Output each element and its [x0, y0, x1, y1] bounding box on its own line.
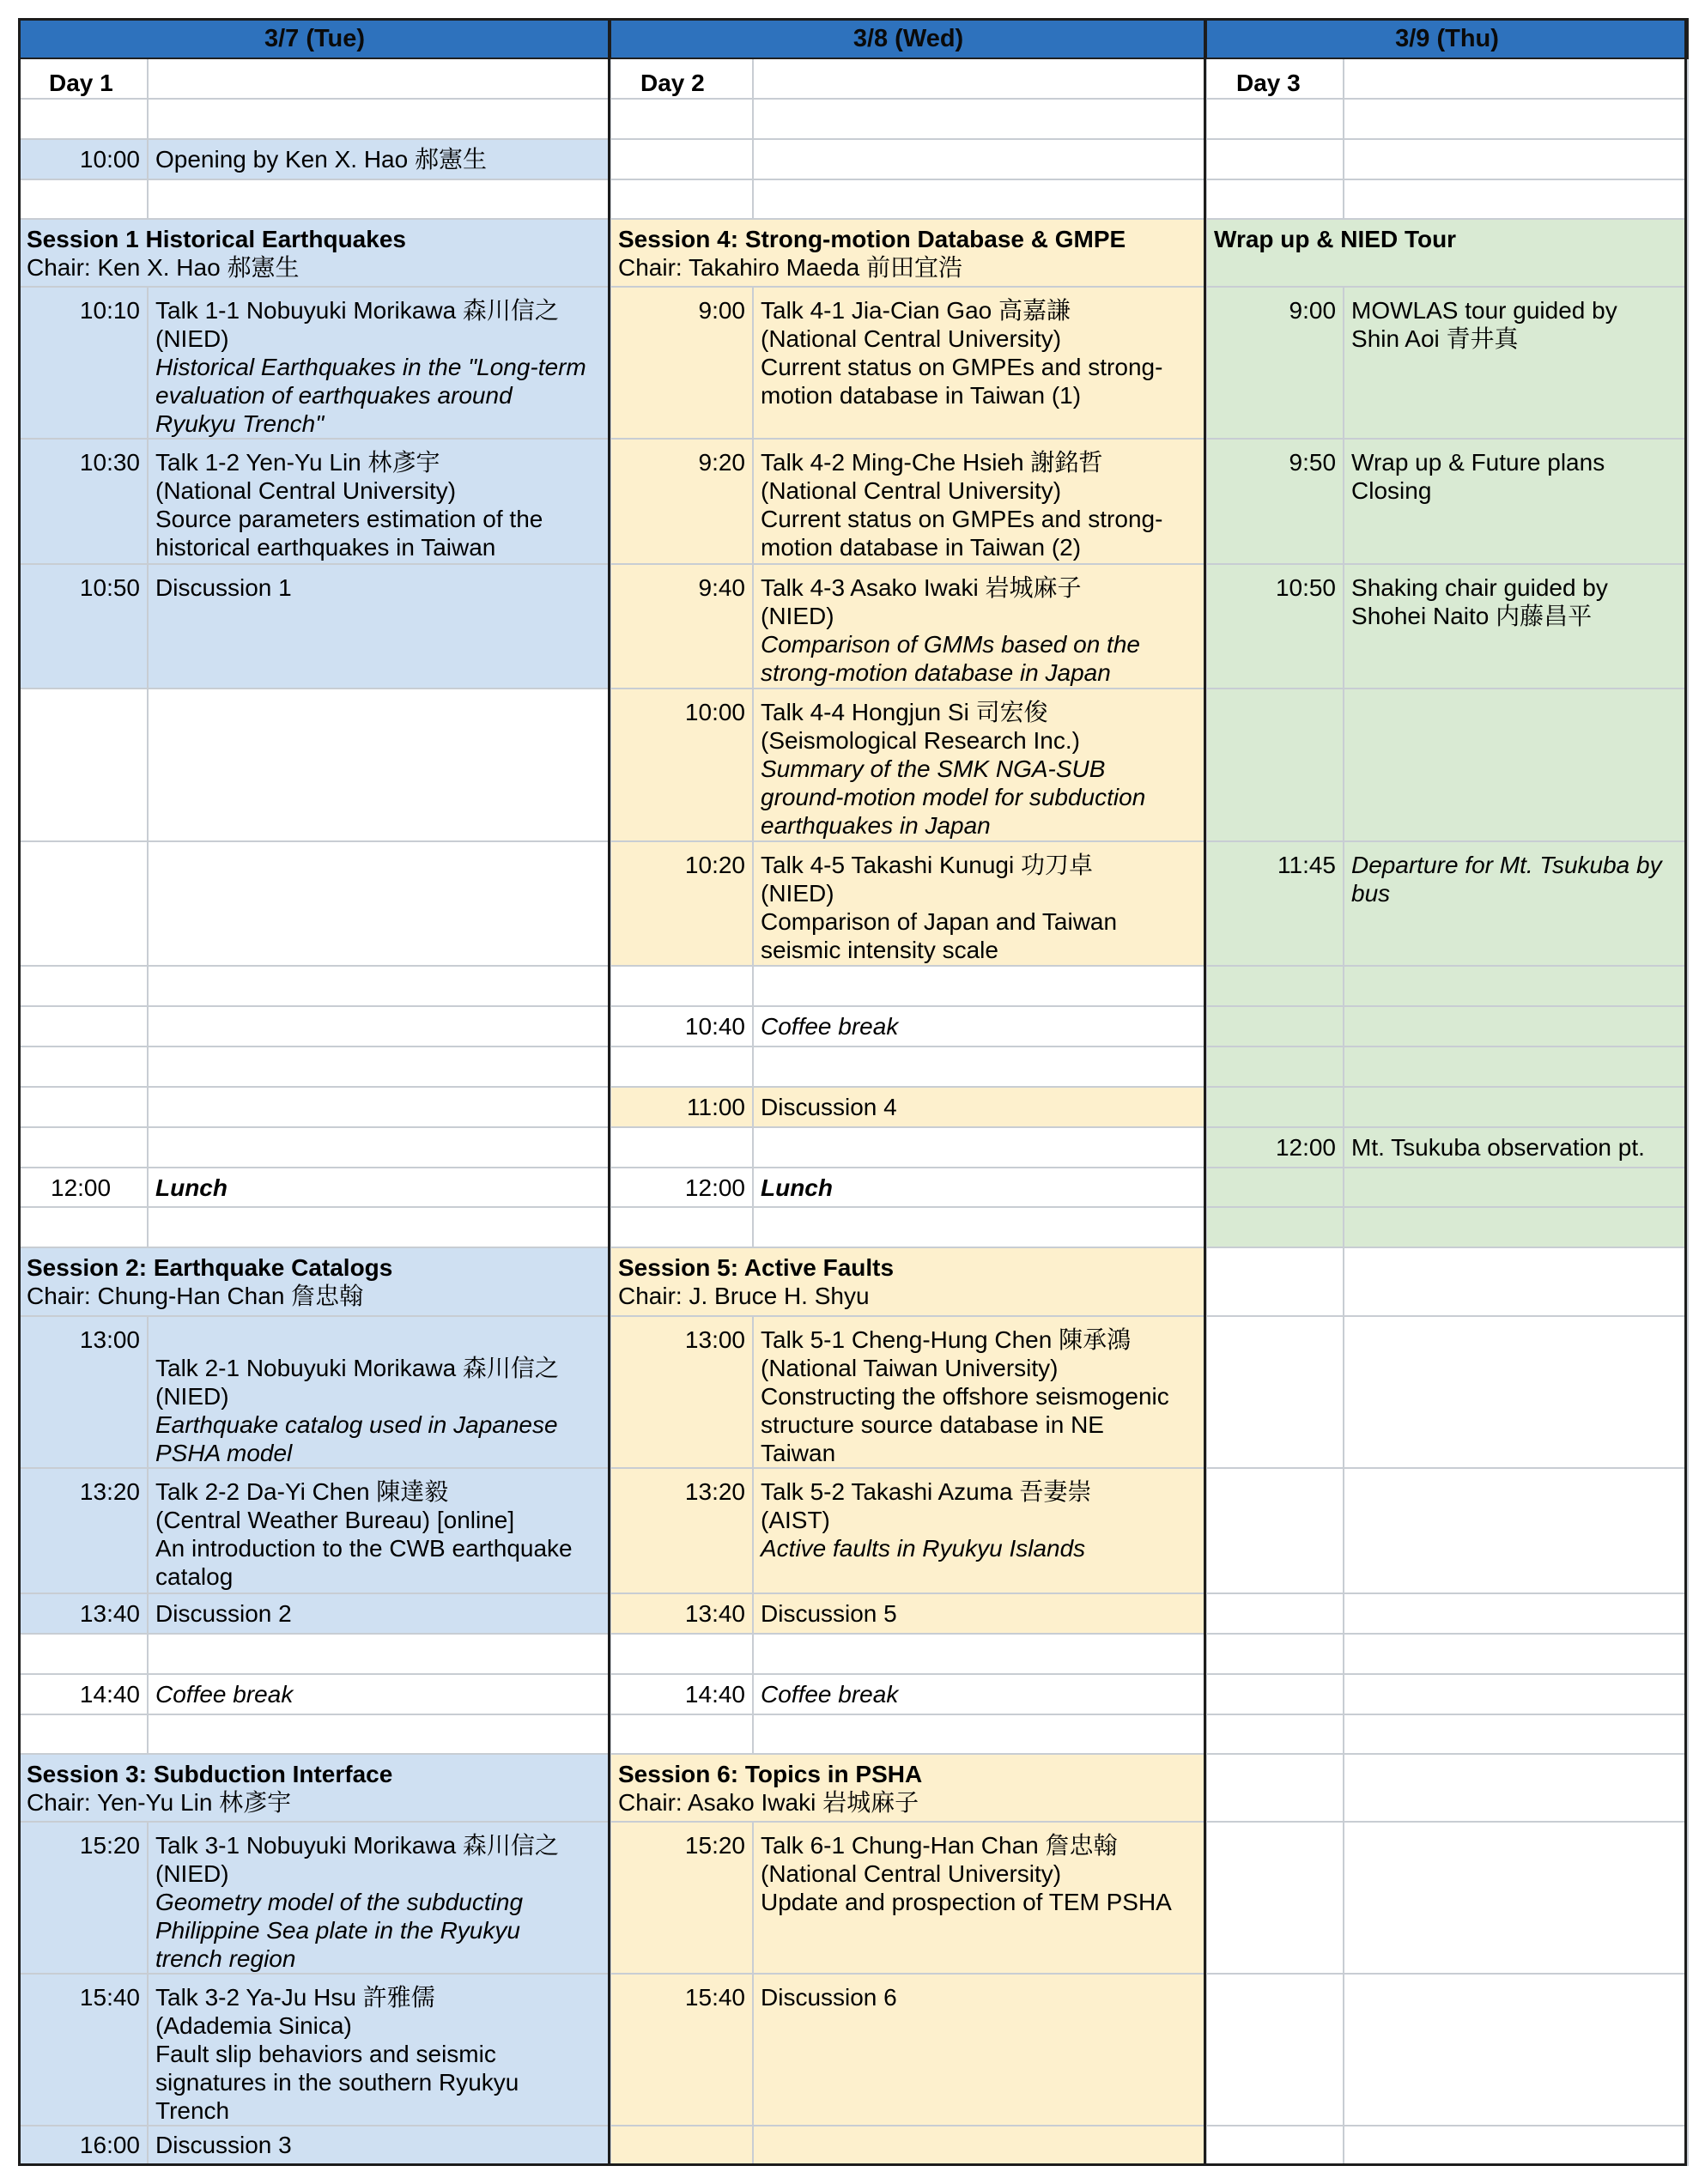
talk5-2-time: 13:20: [610, 1468, 753, 1593]
day3-item3-time: 10:50: [1206, 564, 1344, 689]
day3-item2-time: 9:50: [1206, 439, 1344, 564]
talk3-2-affil: (Adademia Sinica): [155, 2011, 352, 2039]
talk4-4-speaker: Talk 4-4 Hongjun Si 司宏俊: [761, 699, 1048, 726]
talk3-2-title-1: Fault slip behaviors and seismic: [155, 2040, 496, 2067]
talk2-1-title-1: Earthquake catalog used in Japanese: [155, 1410, 558, 1438]
talk4-1: [753, 287, 1206, 439]
talk4-3-title-2: strong-motion database in Japan: [761, 659, 1111, 687]
day3-item4-line-2: bus: [1351, 880, 1391, 907]
talk4-5-title-1: Comparison of Japan and Taiwan: [761, 908, 1118, 936]
talk2-2-time: 13:20: [19, 1468, 148, 1593]
day-divider-1: [608, 18, 610, 2166]
coffee-1440-day2-time: 14:40: [610, 1674, 753, 1714]
session2-title: Session 2: Earthquake Catalogs: [27, 1254, 393, 1282]
talk5-2: [753, 1468, 1206, 1593]
day3-item1-line-1: MOWLAS tour guided by: [1351, 297, 1617, 325]
talk1-1: [148, 287, 610, 439]
talk5-1: [753, 1316, 1206, 1468]
lunch1-time: 12:00: [19, 1168, 148, 1207]
talk6-1-title-1: Update and prospection of TEM PSHA: [761, 1888, 1172, 1915]
talk4-1-title-2: motion database in Taiwan (1): [761, 382, 1082, 410]
talk4-4: [753, 689, 1206, 841]
discussion4-text: Discussion 4: [753, 1087, 1206, 1127]
day3-label: Day 3: [1206, 58, 1344, 99]
talk3-2-title-3: Trench: [155, 2096, 230, 2124]
day2-label: Day 2: [610, 58, 753, 99]
talk1-1-title-2: evaluation of earthquakes around: [155, 382, 513, 410]
talk4-2-speaker: Talk 4-2 Ming-Che Hsieh 謝銘哲: [761, 449, 1103, 476]
day3-item3-line-2: Shohei Naito 内藤昌平: [1351, 603, 1593, 630]
session5-chair: Chair: J. Bruce H. Shyu: [618, 1283, 870, 1310]
talk5-2-speaker: Talk 5-2 Takashi Azuma 吾妻崇: [761, 1477, 1092, 1505]
talk5-2-affil: (AIST): [761, 1506, 830, 1533]
talk5-1-title-1: Constructing the offshore seismogenic: [761, 1382, 1169, 1410]
discussion6-time: 15:40: [610, 1974, 753, 2126]
discussion6-text: Discussion 6: [753, 1974, 1206, 2126]
talk4-3: [753, 564, 1206, 689]
talk3-2-time: 15:40: [19, 1974, 148, 2126]
discussion5-text: Discussion 5: [753, 1593, 1206, 1634]
talk4-4-affil: (Seismological Research Inc.): [761, 727, 1080, 755]
day3-item5-time: 12:00: [1206, 1127, 1344, 1168]
talk4-3-time: 9:40: [610, 564, 753, 689]
lunch1-text: Lunch: [148, 1168, 610, 1207]
session2-header: [19, 1247, 610, 1315]
talk4-2-title-1: Current status on GMPEs and strong-: [761, 506, 1163, 533]
talk2-2-affil: (Central Weather Bureau) [online]: [155, 1506, 515, 1533]
talk2-1: [148, 1316, 610, 1468]
talk4-2-title-2: motion database in Taiwan (2): [761, 534, 1082, 561]
day1-label: Day 1: [19, 58, 148, 99]
talk4-5-time: 10:20: [610, 841, 753, 966]
talk4-4-time: 10:00: [610, 689, 753, 841]
day3-item4-line-1: Departure for Mt. Tsukuba by: [1351, 852, 1662, 879]
coffee-1040-time: 10:40: [610, 1006, 753, 1046]
session6-title: Session 6: Topics in PSHA: [618, 1760, 923, 1787]
coffee-1040-text: Coffee break: [753, 1006, 1206, 1046]
talk4-4-title-2: ground-motion model for subduction: [761, 784, 1146, 811]
talk6-1-speaker: Talk 6-1 Chung-Han Chan 詹忠翰: [761, 1831, 1118, 1859]
talk4-4-title-3: earthquakes in Japan: [761, 812, 991, 840]
talk3-2-title-2: signatures in the southern Ryukyu: [155, 2068, 519, 2096]
talk3-1-speaker: Talk 3-1 Nobuyuki Morikawa 森川信之: [155, 1831, 559, 1859]
talk5-1-affil: (National Taiwan University): [761, 1354, 1059, 1381]
talk3-2-speaker: Talk 3-2 Ya-Ju Hsu 許雅儒: [155, 1983, 435, 2011]
talk6-1: [753, 1822, 1206, 1974]
schedule-sheet: [18, 18, 1687, 2166]
talk2-1-time: 13:00: [19, 1316, 148, 1468]
talk1-2-time: 10:30: [19, 439, 148, 564]
talk2-1-title-2: PSHA model: [155, 1439, 293, 1466]
session1-title: Session 1 Historical Earthquakes: [27, 226, 406, 253]
coffee-1440-day1-text: Coffee break: [148, 1674, 610, 1714]
talk3-1-title-3: trench region: [155, 1944, 296, 1972]
talk3-2: [148, 1974, 610, 2126]
day3-item2: [1344, 439, 1688, 564]
talk4-2-time: 9:20: [610, 439, 753, 564]
session6-chair: Chair: Asako Iwaki 岩城麻子: [618, 1788, 919, 1816]
coffee-1440-day1-time: 14:40: [19, 1674, 148, 1714]
discussion3-text: Discussion 3: [148, 2126, 610, 2165]
talk4-5: [753, 841, 1206, 966]
discussion5-time: 13:40: [610, 1593, 753, 1634]
talk2-1-affil: (NIED): [155, 1382, 229, 1410]
talk3-1-title-1: Geometry model of the subducting: [155, 1888, 524, 1915]
talk4-4-title-1: Summary of the SMK NGA-SUB: [761, 755, 1106, 783]
session4-header: [610, 219, 1206, 287]
talk1-2-speaker: Talk 1-2 Yen-Yu Lin 林彥宇: [155, 449, 440, 476]
session4-chair: Chair: Takahiro Maeda 前田宜浩: [618, 254, 962, 282]
day3-date-header: 3/9 (Thu): [1206, 19, 1688, 58]
talk1-2: [148, 439, 610, 564]
discussion1-time: 10:50: [19, 564, 148, 689]
schedule-table: [18, 18, 1689, 2166]
talk2-2-speaker: Talk 2-2 Da-Yi Chen 陳達毅: [155, 1477, 449, 1505]
talk5-1-title-3: Taiwan: [761, 1439, 836, 1466]
talk2-1-speaker: Talk 2-1 Nobuyuki Morikawa 森川信之: [155, 1354, 559, 1381]
talk5-1-speaker: Talk 5-1 Cheng-Hung Chen 陳承鴻: [761, 1326, 1132, 1353]
day3-item4: [1344, 841, 1688, 966]
talk1-1-speaker: Talk 1-1 Nobuyuki Morikawa 森川信之: [155, 297, 559, 325]
session2-chair: Chair: Chung-Han Chan 詹忠翰: [27, 1283, 364, 1310]
session3-chair: Chair: Yen-Yu Lin 林彥宇: [27, 1788, 292, 1816]
day3-item1: [1344, 287, 1688, 439]
talk1-1-affil: (NIED): [155, 325, 229, 353]
talk4-5-title-2: seismic intensity scale: [761, 937, 998, 964]
day3-item1-time: 9:00: [1206, 287, 1344, 439]
talk3-1-affil: (NIED): [155, 1859, 229, 1887]
session1-header: [19, 219, 610, 287]
day2-date-header: 3/8 (Wed): [610, 19, 1206, 58]
talk5-1-title-2: structure source database in NE: [761, 1410, 1104, 1438]
day3-item2-line-2: Closing: [1351, 477, 1432, 505]
talk6-1-affil: (National Central University): [761, 1859, 1062, 1887]
talk4-3-speaker: Talk 4-3 Asako Iwaki 岩城麻子: [761, 574, 1082, 602]
day3-header: [1206, 219, 1688, 287]
talk3-1-title-2: Philippine Sea plate in the Ryukyu: [155, 1916, 520, 1944]
session1-chair: Chair: Ken X. Hao 郝憲生: [27, 254, 300, 282]
talk1-2-title-1: Source parameters estimation of the: [155, 506, 543, 533]
discussion1-text: Discussion 1: [148, 564, 610, 689]
talk2-2-title-2: catalog: [155, 1562, 234, 1590]
lunch2-time: 12:00: [610, 1168, 753, 1207]
opening-time: 10:00: [19, 139, 148, 179]
talk1-1-title-1: Historical Earthquakes in the "Long-term: [155, 354, 586, 381]
talk5-2-title-1: Active faults in Ryukyu Islands: [761, 1534, 1086, 1562]
day3-title: Wrap up & NIED Tour: [1214, 226, 1457, 253]
session3-title: Session 3: Subduction Interface: [27, 1760, 393, 1787]
day3-item3: [1344, 564, 1688, 689]
talk4-1-title-1: Current status on GMPEs and strong-: [761, 354, 1163, 381]
day1-date-header: 3/7 (Tue): [19, 19, 610, 58]
day3-item1-line-2: Shin Aoi 青井真: [1351, 325, 1519, 353]
session5-header: [610, 1247, 1206, 1315]
discussion2-time: 13:40: [19, 1593, 148, 1634]
talk4-5-speaker: Talk 4-5 Takashi Kunugi 功刀卓: [761, 852, 1093, 879]
talk4-1-time: 9:00: [610, 287, 753, 439]
day-divider-2: [1204, 18, 1206, 2166]
talk2-2-title-1: An introduction to the CWB earthquake: [155, 1534, 573, 1562]
talk2-2: [148, 1468, 610, 1593]
talk4-5-affil: (NIED): [761, 880, 834, 907]
talk6-1-time: 15:20: [610, 1822, 753, 1974]
talk5-1-time: 13:00: [610, 1316, 753, 1468]
talk1-1-time: 10:10: [19, 287, 148, 439]
session5-title: Session 5: Active Faults: [618, 1254, 895, 1282]
day3-item2-line-1: Wrap up & Future plans: [1351, 449, 1605, 476]
talk3-1: [148, 1822, 610, 1974]
discussion3-time: 16:00: [19, 2126, 148, 2165]
talk3-1-time: 15:20: [19, 1822, 148, 1974]
talk4-1-affil: (National Central University): [761, 325, 1062, 353]
coffee-1440-day2-text: Coffee break: [753, 1674, 1206, 1714]
lunch2-text: Lunch: [753, 1168, 1206, 1207]
talk4-3-affil: (NIED): [761, 603, 834, 630]
session3-header: [19, 1754, 610, 1822]
opening-text: Opening by Ken X. Hao 郝憲生: [148, 139, 610, 179]
talk4-3-title-1: Comparison of GMMs based on the: [761, 631, 1140, 658]
session6-header: [610, 1754, 1206, 1822]
discussion2-text: Discussion 2: [148, 1593, 610, 1634]
day3-item3-line-1: Shaking chair guided by: [1351, 574, 1608, 602]
talk1-2-title-2: historical earthquakes in Taiwan: [155, 534, 496, 561]
session4-title: Session 4: Strong-motion Database & GMPE: [618, 226, 1126, 253]
talk1-2-affil: (National Central University): [155, 477, 457, 505]
talk4-2-affil: (National Central University): [761, 477, 1062, 505]
day3-item5-text: Mt. Tsukuba observation pt.: [1344, 1127, 1688, 1168]
day3-item4-time: 11:45: [1206, 841, 1344, 966]
talk1-1-title-3: Ryukyu Trench": [155, 410, 325, 438]
discussion4-time: 11:00: [610, 1087, 753, 1127]
talk4-2: [753, 439, 1206, 564]
talk4-1-speaker: Talk 4-1 Jia-Cian Gao 高嘉謙: [761, 297, 1071, 325]
